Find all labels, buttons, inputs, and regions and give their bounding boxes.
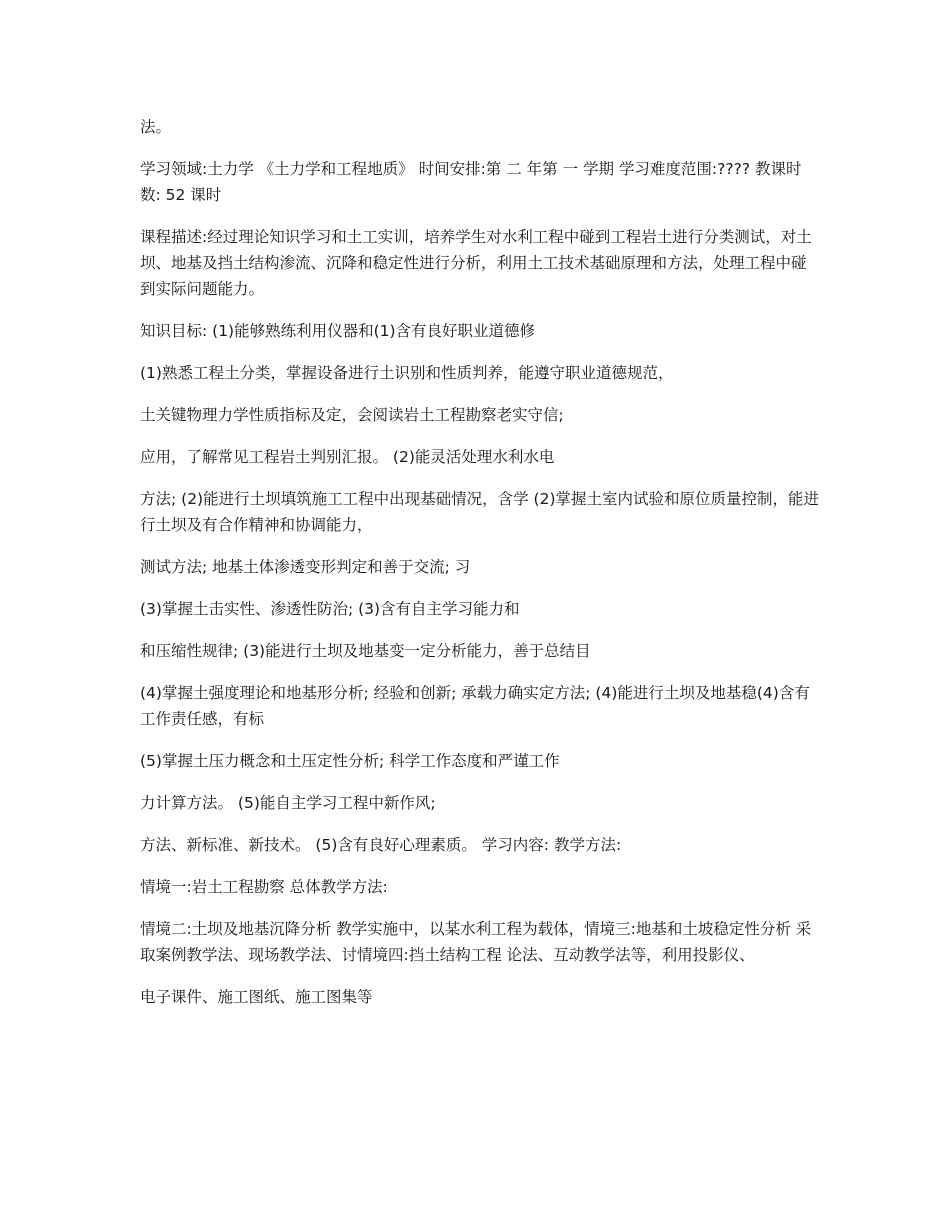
paragraph-18: 电子课件、施工图纸、施工图集等 <box>140 988 373 1006</box>
paragraph-14: 力计算方法。 (5)能自主学习工程中新作风; <box>140 794 436 812</box>
paragraph-8: 方法; (2)能进行土坝填筑施工工程中出现基础情况，含学 (2)掌握土室内试验和原位质量控制，能进行土坝及有合作精神和协调能力， <box>140 490 819 534</box>
paragraph-16: 情境一:岩土工程勘察 总体教学方法: <box>140 878 388 896</box>
document-body <box>140 114 820 1026</box>
paragraph-12: (4)掌握土强度理论和地基形分析; 经验和创新; 承载力确实定方法; (4)能进行土坝及地基稳(4)含有工作责任感，有标 <box>140 684 810 728</box>
paragraph-2: 学习领域:土力学 《土力学和工程地质》 时间安排:第 二 年第 一 学期 学习难度范围:???? 教课时数: 52 课时 <box>140 160 802 204</box>
paragraph-13: (5)掌握土压力概念和土压定性分析; 科学工作态度和严谨工作 <box>140 752 560 770</box>
paragraph-7: 应用，了解常见工程岩土判别汇报。 (2)能灵活处理水利水电 <box>140 448 555 466</box>
paragraph-11: 和压缩性规律; (3)能进行土坝及地基变一定分析能力，善于总结目 <box>140 642 591 660</box>
paragraph-4: 知识目标: (1)能够熟练利用仪器和(1)含有良好职业道德修 <box>140 322 536 340</box>
paragraph-10: (3)掌握土击实性、渗透性防治; (3)含有自主学习能力和 <box>140 600 520 618</box>
paragraph-1: 法。 <box>140 118 172 136</box>
paragraph-9: 测试方法; 地基土体渗透变形判定和善于交流; 习 <box>140 558 471 576</box>
paragraph-5: (1)熟悉工程土分类，掌握设备进行土识别和性质判养，能遵守职业道德规范， <box>140 364 674 382</box>
paragraph-3: 课程描述:经过理论知识学习和土工实训，培养学生对水利工程中碰到工程岩土进行分类测试，对土坝、地基及挡土结构渗流、沉降和稳定性进行分析，利用土工技术基础原理和方法，处理工程中碰到实际问题能力。 <box>140 228 812 298</box>
paragraph-6: 土关键物理力学性质指标及定，会阅读岩土工程勘察老实守信; <box>140 406 564 424</box>
paragraph-17: 情境二:土坝及地基沉降分析 教学实施中，以某水利工程为载体，情境三:地基和土坡稳定性分析 采取案例教学法、现场教学法、讨情境四:挡土结构工程 论法、互动教学法等，利用投影仪、 <box>140 920 812 964</box>
paragraph-15: 方法、新标准、新技术。 (5)含有良好心理素质。 学习内容: 教学方法: <box>140 836 622 854</box>
